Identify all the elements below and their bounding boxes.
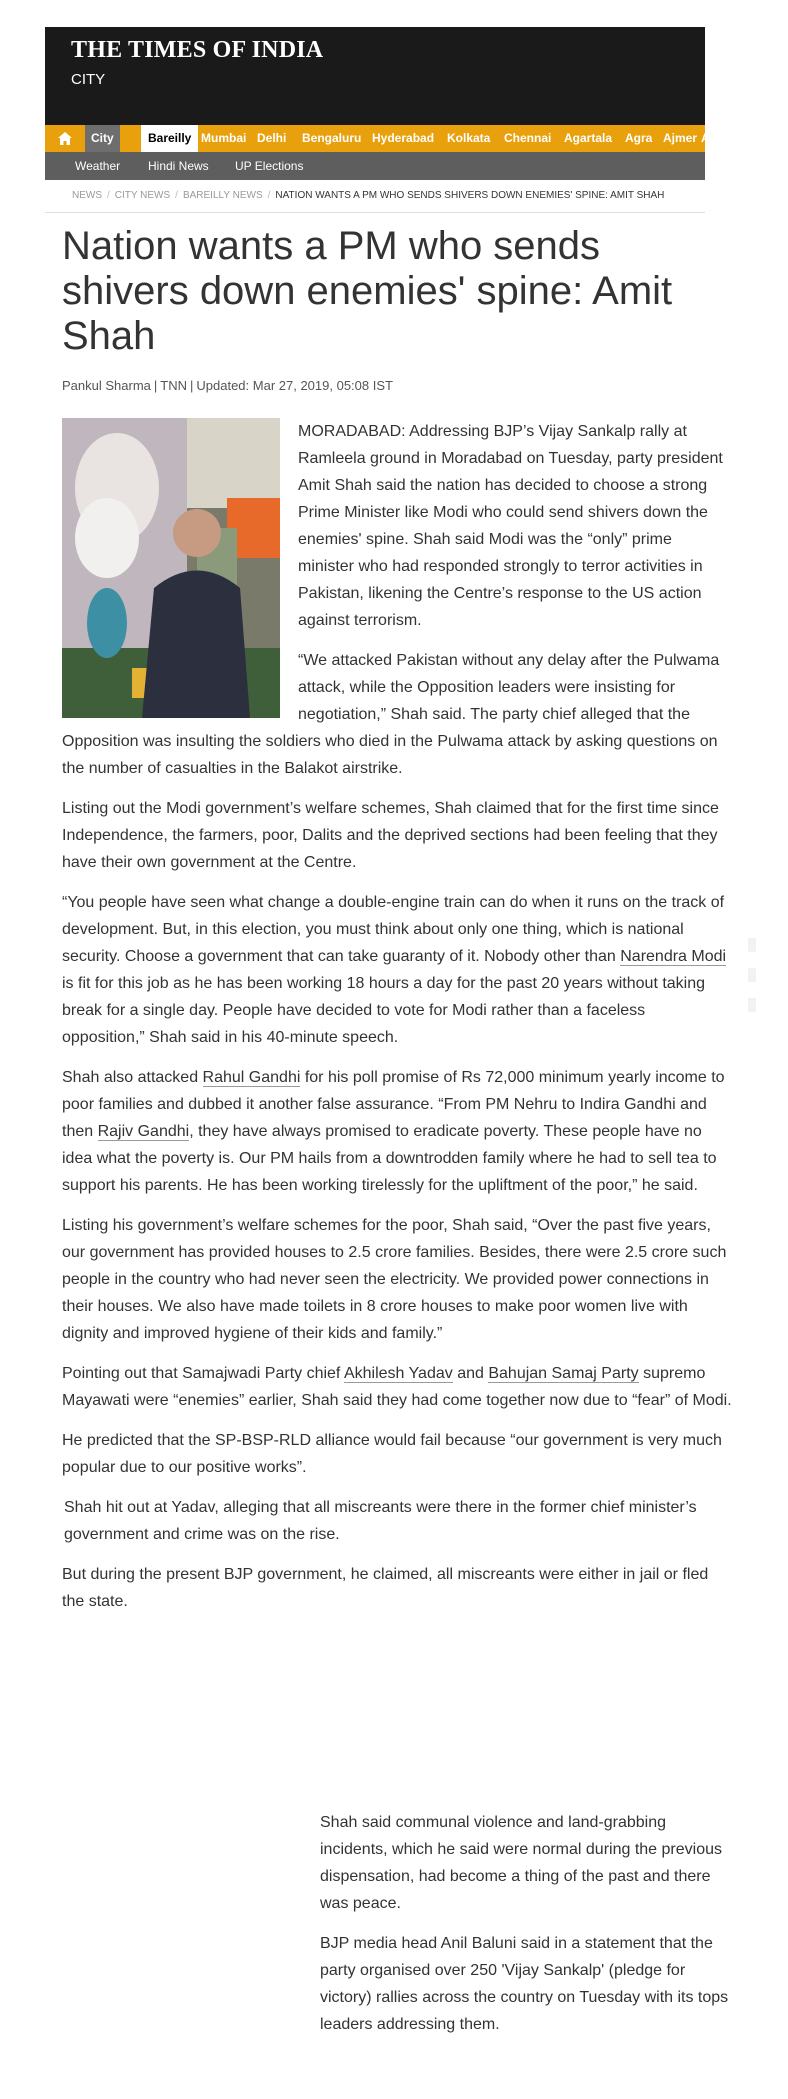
nav-bareilly[interactable]: Bareilly: [141, 125, 198, 152]
paragraph: But during the present BJP government, he claimed, all miscreants were either in jail or fled the state.: [62, 1566, 709, 1610]
nav-more-cut[interactable]: A: [701, 131, 710, 145]
breadcrumb-news[interactable]: NEWS: [72, 190, 102, 201]
paragraph-text: and: [452, 1365, 489, 1382]
nav-mumbai[interactable]: Mumbai: [201, 131, 247, 145]
side-scroll-hint: [746, 938, 758, 1018]
breadcrumb-current: NATION WANTS A PM WHO SENDS SHIVERS DOWN ENEMIES' SPINE: AMIT SHAH: [275, 190, 665, 201]
paragraph: [62, 889, 732, 1051]
paragraph-text: is fit for this job as he has been working 18 hours a day for the past 20 years without taking break for a single day. People have decided to vote for Modi rather than a faceless opposition,” Shah said in his 40-minute speech.: [62, 975, 706, 1046]
paragraph: [62, 1360, 732, 1414]
masthead: [45, 27, 705, 127]
nav-bengaluru[interactable]: Bengaluru: [302, 131, 362, 145]
site-logo[interactable]: THE TIMES OF INDIA: [71, 37, 324, 63]
nav-delhi[interactable]: Delhi: [257, 131, 287, 145]
home-icon: [58, 132, 72, 145]
section-name[interactable]: CITY: [71, 71, 106, 88]
nav-kolkata[interactable]: Kolkata: [447, 131, 491, 145]
article-body-continued: [320, 1809, 730, 2051]
paragraph: BJP media head Anil Baluni said in a statement that the party organised over 250 'Vijay Sankalp' (pledge for victory) rallies across the country on Tuesday with its tops leaders addressing them.: [320, 1935, 729, 2033]
sub-nav: [45, 152, 705, 180]
paragraph-text: “You people have seen what change a double-engine train can do when it runs on the track of development. But, in this election, you must think about only one thing, which is national security. Choose a government that can take guaranty of it. Nobody other than: [62, 894, 725, 965]
paragraph-text: for his poll promise of Rs 72,000 minimum yearly income to poor families and dubbed it another false assurance. “From PM Nehru to Indira Gandhi and then: [62, 1069, 725, 1140]
nav-hyderabad[interactable]: Hyderabad: [372, 131, 435, 145]
nav-ajmer[interactable]: Ajmer: [663, 131, 698, 145]
image-float-spacer: [62, 418, 298, 722]
paragraph: Listing out the Modi government’s welfare schemes, Shah claimed that for the first time since Independence, the farmers, poor, Dalits and the deprived sections had been feeling that they have their own government at the Centre.: [62, 800, 719, 871]
breadcrumb-separator: /: [107, 190, 110, 201]
author-name[interactable]: Pankul Sharma: [62, 378, 151, 393]
updated-time: Updated: Mar 27, 2019, 05:08 IST: [196, 378, 393, 393]
paragraph-text: , they have always promised to eradicate poverty. These people have no idea what the poverty is. Our PM hails from a downtrodden family where he had to sell tea to support his parents. He has been working tirelessly for the upliftment of the poor,” he said.: [62, 1123, 717, 1194]
nav-city[interactable]: City: [85, 125, 120, 152]
paragraph: [62, 1064, 732, 1199]
article-headline: Nation wants a PM who sends shivers down enemies' spine: Amit Shah: [62, 224, 673, 358]
nav-up-elections[interactable]: UP Elections: [235, 159, 304, 173]
byline-separator: |: [153, 378, 158, 393]
home-button[interactable]: [45, 125, 85, 152]
nav-chennai[interactable]: Chennai: [504, 131, 552, 145]
nav-agra[interactable]: Agra: [625, 131, 653, 145]
nav-hindi-news[interactable]: Hindi News: [148, 159, 209, 173]
breadcrumb-city-news[interactable]: CITY NEWS: [114, 190, 171, 201]
link-bahujan-samaj-party[interactable]: Bahujan Samaj Party: [488, 1365, 639, 1382]
paragraph: “We attacked Pakistan without any delay after the Pulwama attack, while the Opposition leaders were insisting for negotiation,” Shah said. The party chief alleged that the Opposition was insulting the soldiers who died in the Pulwama attack by asking questions on the number of casualties in the Balakot airstrike.: [62, 652, 720, 777]
city-nav: [45, 125, 710, 152]
paragraph-text: Pointing out that Samajwadi Party chief: [62, 1365, 344, 1382]
link-rajiv-gandhi[interactable]: Rajiv Gandhi: [97, 1123, 190, 1140]
byline-separator: |: [190, 378, 194, 393]
paragraph: Listing his government’s welfare schemes for the poor, Shah said, “Over the past five years, our government has provided houses to 2.5 crore families. Besides, there were 2.5 crore such people in the country who had never seen the electricity. We provided power connections in their houses. We also have made toilets in 8 crore houses to make poor women live with dignity and improved hygiene of their kids and family.”: [62, 1217, 727, 1342]
byline: [62, 378, 393, 393]
link-akhilesh-yadav[interactable]: Akhilesh Yadav: [343, 1365, 453, 1382]
article-body: [62, 418, 732, 1628]
link-rahul-gandhi[interactable]: Rahul Gandhi: [202, 1069, 301, 1086]
paragraph-text: Shah also attacked: [62, 1069, 203, 1086]
paragraph: Shah hit out at Yadav, alleging that all miscreants were there in the former chief minister’s government and crime was on the rise.: [64, 1499, 697, 1543]
divider: [45, 212, 705, 213]
breadcrumb-separator: /: [175, 190, 178, 201]
nav-agartala[interactable]: Agartala: [564, 131, 613, 145]
paragraph: Shah said communal violence and land-grabbing incidents, which he said were normal during the previous dispensation, had become a thing of the past and there was peace.: [320, 1814, 722, 1912]
nav-weather[interactable]: Weather: [75, 159, 121, 173]
paragraph: He predicted that the SP-BSP-RLD alliance would fail because “our government is very much popular due to our positive works”.: [62, 1432, 722, 1476]
breadcrumb-bareilly-news[interactable]: BAREILLY NEWS: [182, 190, 263, 201]
breadcrumb-separator: /: [267, 190, 271, 201]
paragraph-text: supremo Mayawati were “enemies” earlier, Shah said they had come together now due to “fear” of Modi.: [62, 1365, 732, 1409]
agency: TNN: [160, 378, 187, 393]
paragraph: MORADABAD: Addressing BJP’s Vijay Sankalp rally at Ramleela ground in Moradabad on Tuesday, party president Amit Shah said the nation has decided to choose a strong Prime Minister like Modi who could send shivers down the enemies' spine. Shah said Modi was the “only” prime minister who had responded strongly to terror activities in Pakistan, likening the Centre’s response to the US action against terrorism.: [298, 423, 723, 629]
link-narendra-modi[interactable]: Narendra Modi: [620, 948, 727, 965]
breadcrumb: [72, 190, 664, 201]
